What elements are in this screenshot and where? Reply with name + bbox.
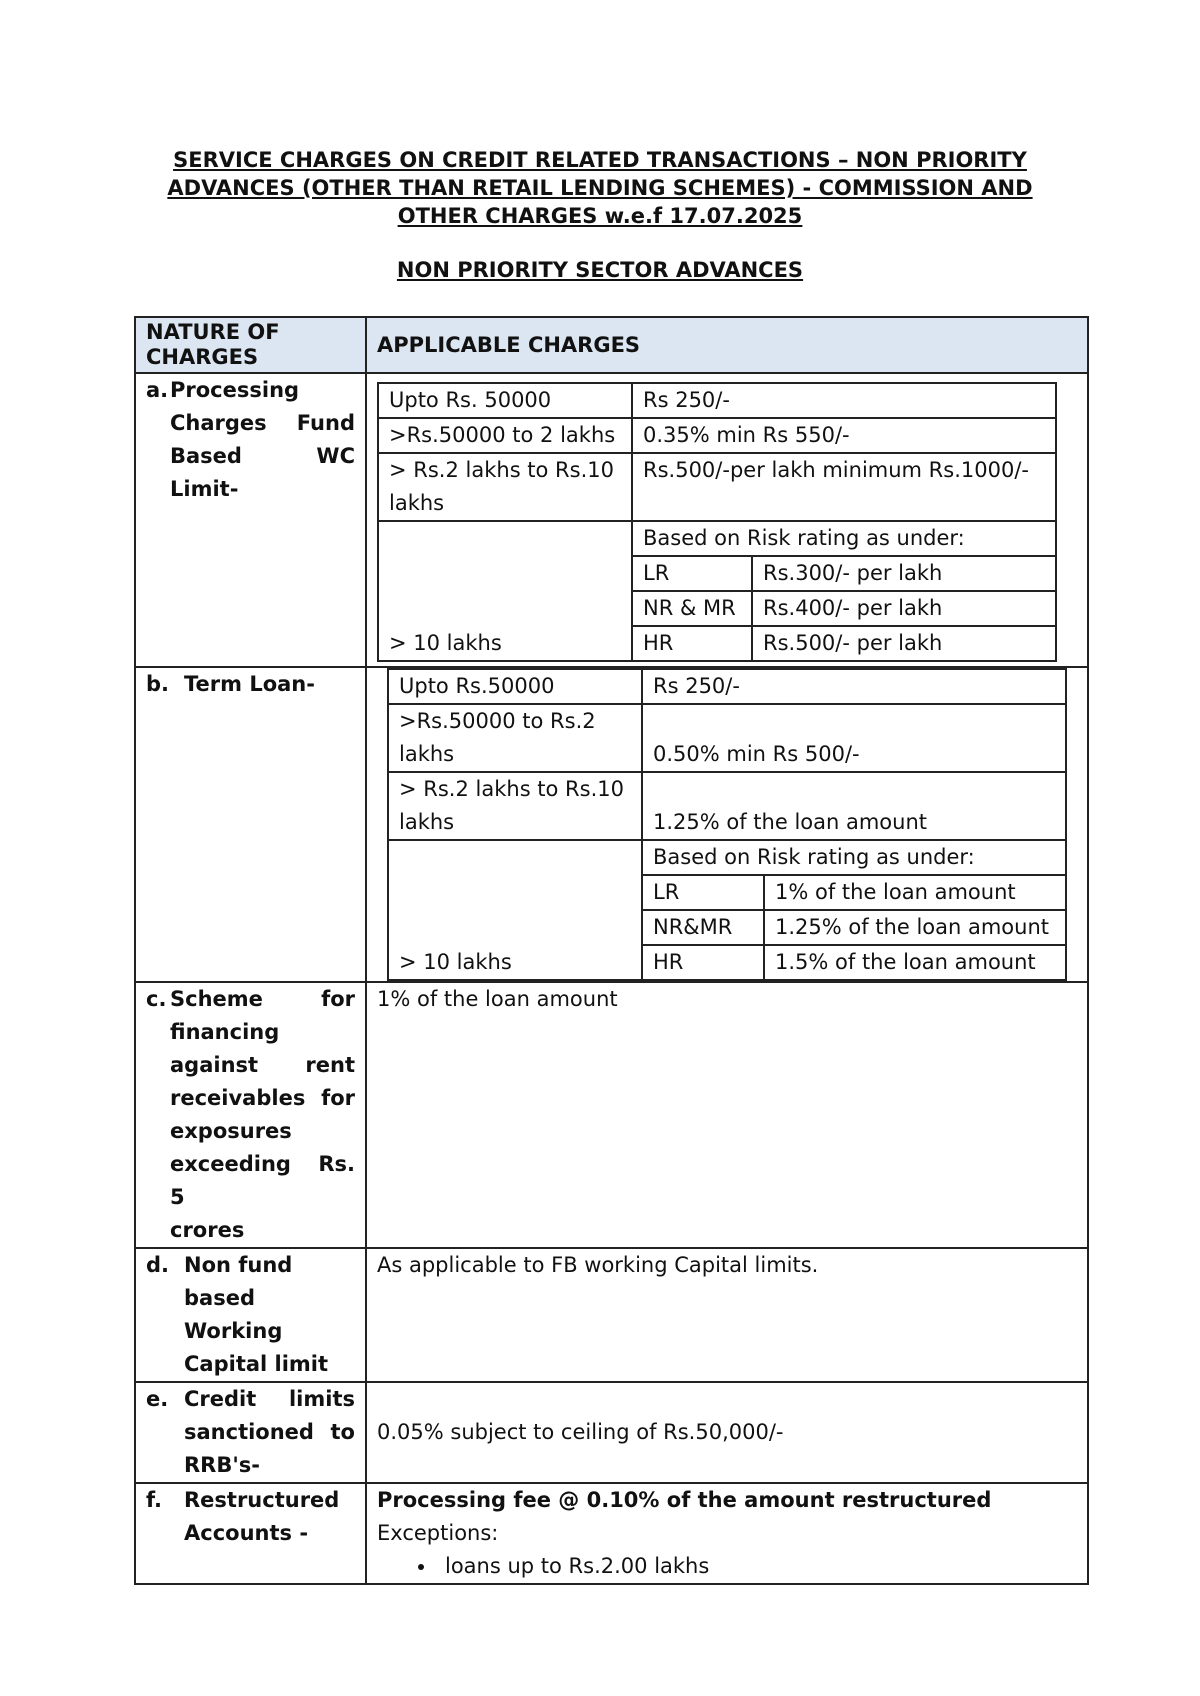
slab-row (378, 521, 1056, 556)
row-restructured-accounts (135, 1483, 1088, 1584)
item-title: Term Loan- (184, 672, 315, 696)
item-title: Non fund based Working Capital limit (184, 1253, 329, 1376)
row-term-loan (135, 667, 1088, 982)
risk-heading: Based on Risk rating as under: (632, 521, 1056, 556)
slab-row (388, 772, 1066, 840)
row-rrb-limits (135, 1382, 1088, 1483)
slab-row (388, 840, 1066, 875)
risk-charge: 1.25% of the loan amount (764, 910, 1066, 945)
rent-receivables-charge: 1% of the loan amount (366, 982, 1088, 1248)
item-label: b. (146, 672, 170, 696)
risk-charge: 1.5% of the loan amount (764, 945, 1066, 980)
exceptions-label: Exceptions: (377, 1521, 499, 1545)
title-line-1: SERVICE CHARGES ON CREDIT RELATED TRANSACTIONS – NON PRIORITY (173, 148, 1027, 172)
risk-heading: Based on Risk rating as under: (642, 840, 1066, 875)
processing-charges-table (377, 382, 1057, 662)
slab-range: > 10 lakhs (388, 840, 642, 980)
row-non-fund-based (135, 1248, 1088, 1382)
slab-charge: 0.50% min Rs 500/- (642, 704, 1066, 772)
risk-rating: HR (632, 626, 752, 661)
non-fund-based-charge: As applicable to FB working Capital limits. (366, 1248, 1088, 1382)
slab-charge: 0.35% min Rs 550/- (632, 418, 1056, 453)
risk-charge: Rs.500/- per lakh (752, 626, 1056, 661)
slab-range: >Rs.50000 to Rs.2 lakhs (388, 704, 642, 772)
risk-charge: Rs.300/- per lakh (752, 556, 1056, 591)
item-label: e. (146, 1387, 169, 1411)
item-b (146, 668, 355, 701)
risk-rating: NR&MR (642, 910, 764, 945)
item-label: d. (146, 1253, 170, 1277)
item-d (146, 1249, 355, 1381)
slab-range: Upto Rs. 50000 (378, 383, 632, 418)
rrb-limits-charge: 0.05% subject to ceiling of Rs.50,000/- (366, 1382, 1088, 1483)
charges-table (134, 316, 1089, 1585)
title-line-3: OTHER CHARGES w.e.f 17.07.2025 (397, 204, 803, 228)
item-c (146, 983, 355, 1247)
risk-rating: LR (642, 875, 764, 910)
title-line-2: ADVANCES (OTHER THAN RETAIL LENDING SCHEMES) - COMMISSION AND (167, 176, 1033, 200)
item-f (146, 1484, 355, 1550)
row-processing-charges (135, 373, 1088, 667)
item-title: Scheme for financing against rent receivables for exposures exceeding Rs. 5 crores (170, 987, 355, 1242)
slab-range: > 10 lakhs (378, 521, 632, 661)
slab-row (388, 704, 1066, 772)
exceptions-list (377, 1550, 1077, 1583)
risk-rating: LR (632, 556, 752, 591)
risk-charge: 1% of the loan amount (764, 875, 1066, 910)
term-loan-table (387, 668, 1067, 981)
item-title: Processing Charges Fund Based WC Limit- (170, 378, 355, 501)
header-nature: NATURE OF CHARGES (135, 317, 366, 373)
item-label: c. (146, 987, 167, 1011)
exception-item: • loans up to Rs.2.00 lakhs (437, 1550, 1077, 1583)
header-row (135, 317, 1088, 373)
slab-row (378, 418, 1056, 453)
risk-rating: NR & MR (632, 591, 752, 626)
slab-charge: Rs 250/- (632, 383, 1056, 418)
slab-row (378, 453, 1056, 521)
slab-range: >Rs.50000 to 2 lakhs (378, 418, 632, 453)
risk-charge: Rs.400/- per lakh (752, 591, 1056, 626)
slab-charge: Rs.500/-per lakh minimum Rs.1000/- (632, 453, 1056, 521)
slab-range: > Rs.2 lakhs to Rs.10 lakhs (378, 453, 632, 521)
item-title: Credit limits sanctioned to RRB's- (184, 1387, 355, 1477)
header-charges: APPLICABLE CHARGES (366, 317, 1088, 373)
item-e (146, 1383, 355, 1482)
restructured-fee: Processing fee @ 0.10% of the amount restructured (377, 1488, 992, 1512)
section-heading: NON PRIORITY SECTOR ADVANCES (396, 258, 804, 282)
document-title (140, 146, 1060, 230)
item-title: Restructured Accounts - (184, 1488, 340, 1545)
slab-range: > Rs.2 lakhs to Rs.10 lakhs (388, 772, 642, 840)
slab-row (388, 669, 1066, 704)
slab-charge: Rs 250/- (642, 669, 1066, 704)
item-a (146, 374, 355, 506)
risk-rating: HR (642, 945, 764, 980)
slab-charge: 1.25% of the loan amount (642, 772, 1066, 840)
item-label: f. (146, 1488, 162, 1512)
item-label: a. (146, 378, 169, 402)
slab-range: Upto Rs.50000 (388, 669, 642, 704)
slab-row (378, 383, 1056, 418)
row-rent-receivables (135, 982, 1088, 1248)
